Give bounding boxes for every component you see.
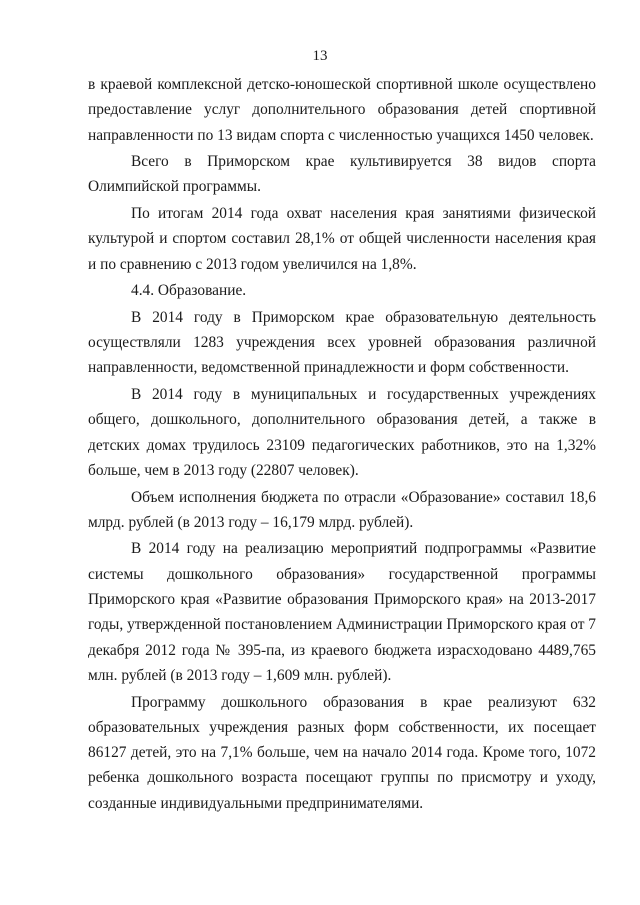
paragraph-education-budget: Объем исполнения бюджета по отрасли «Образование» составил 18,6 млрд. рублей (в 2013 году – 16,179 млрд. рублей). xyxy=(88,488,596,531)
document-body xyxy=(88,72,596,816)
paragraph-olympic-sports: Всего в Приморском крае культивируется 38 видов спорта Олимпийской программы. xyxy=(88,153,596,196)
paragraph-physical-culture-coverage: По итогам 2014 года охват населения края занятиями физической культурой и спортом составил 28,1% от общей численности населения края и по сравнению с 2013 годом увеличился на 1,8%. xyxy=(88,205,596,273)
paragraph-sports-school-continuation: в краевой комплексной детско-юношеской спортивной школе осуществлено предоставление услуг дополнительного образования детей спортивной направленности по 13 видам спорта с численностью учащихся 1450 человек. xyxy=(88,76,596,144)
paragraph-educational-institutions: В 2014 году в Приморском крае образовательную деятельность осуществляли 1283 учреждения всех уровней образования различной направленности, ведомственной принадлежности и форм собственности. xyxy=(88,308,596,377)
page-number: 13 xyxy=(312,48,328,64)
paragraph-preschool-subprogram: В 2014 году на реализацию мероприятий подпрограммы «Развитие системы дошкольного образования» государственной программы Приморского края «Развитие образования Приморского края» на 2013-2017 годы, утвержденной постановлением Администрации Приморского края от 7 декабря 2012 года № 395-па, из краевого бюджета израсходовано 4489,765 млн. рублей (в 2013 году – 1,609 млн. рублей). xyxy=(88,540,596,684)
paragraph-teaching-staff: В 2014 году в муниципальных и государственных учреждениях общего, дошкольного, дополнительного образования детей, а также в детских домах трудилось 23109 педагогических работников, это на 1,32% больше, чем в 2013 году (22807 человек). xyxy=(88,386,596,479)
section-heading-education: 4.4. Образование. xyxy=(131,282,247,300)
paragraph-preschool-program-enrollment: Программу дошкольного образования в крае реализуют 632 образовательных учреждения разных форм собственности, их посещает 86127 детей, это на 7,1% больше, чем на начало 2014 года. Кроме того, 1072 ребенка дошкольного возраста посещают группы по присмотру и уходу, созданные индивидуальными предпринимателями. xyxy=(88,693,596,812)
